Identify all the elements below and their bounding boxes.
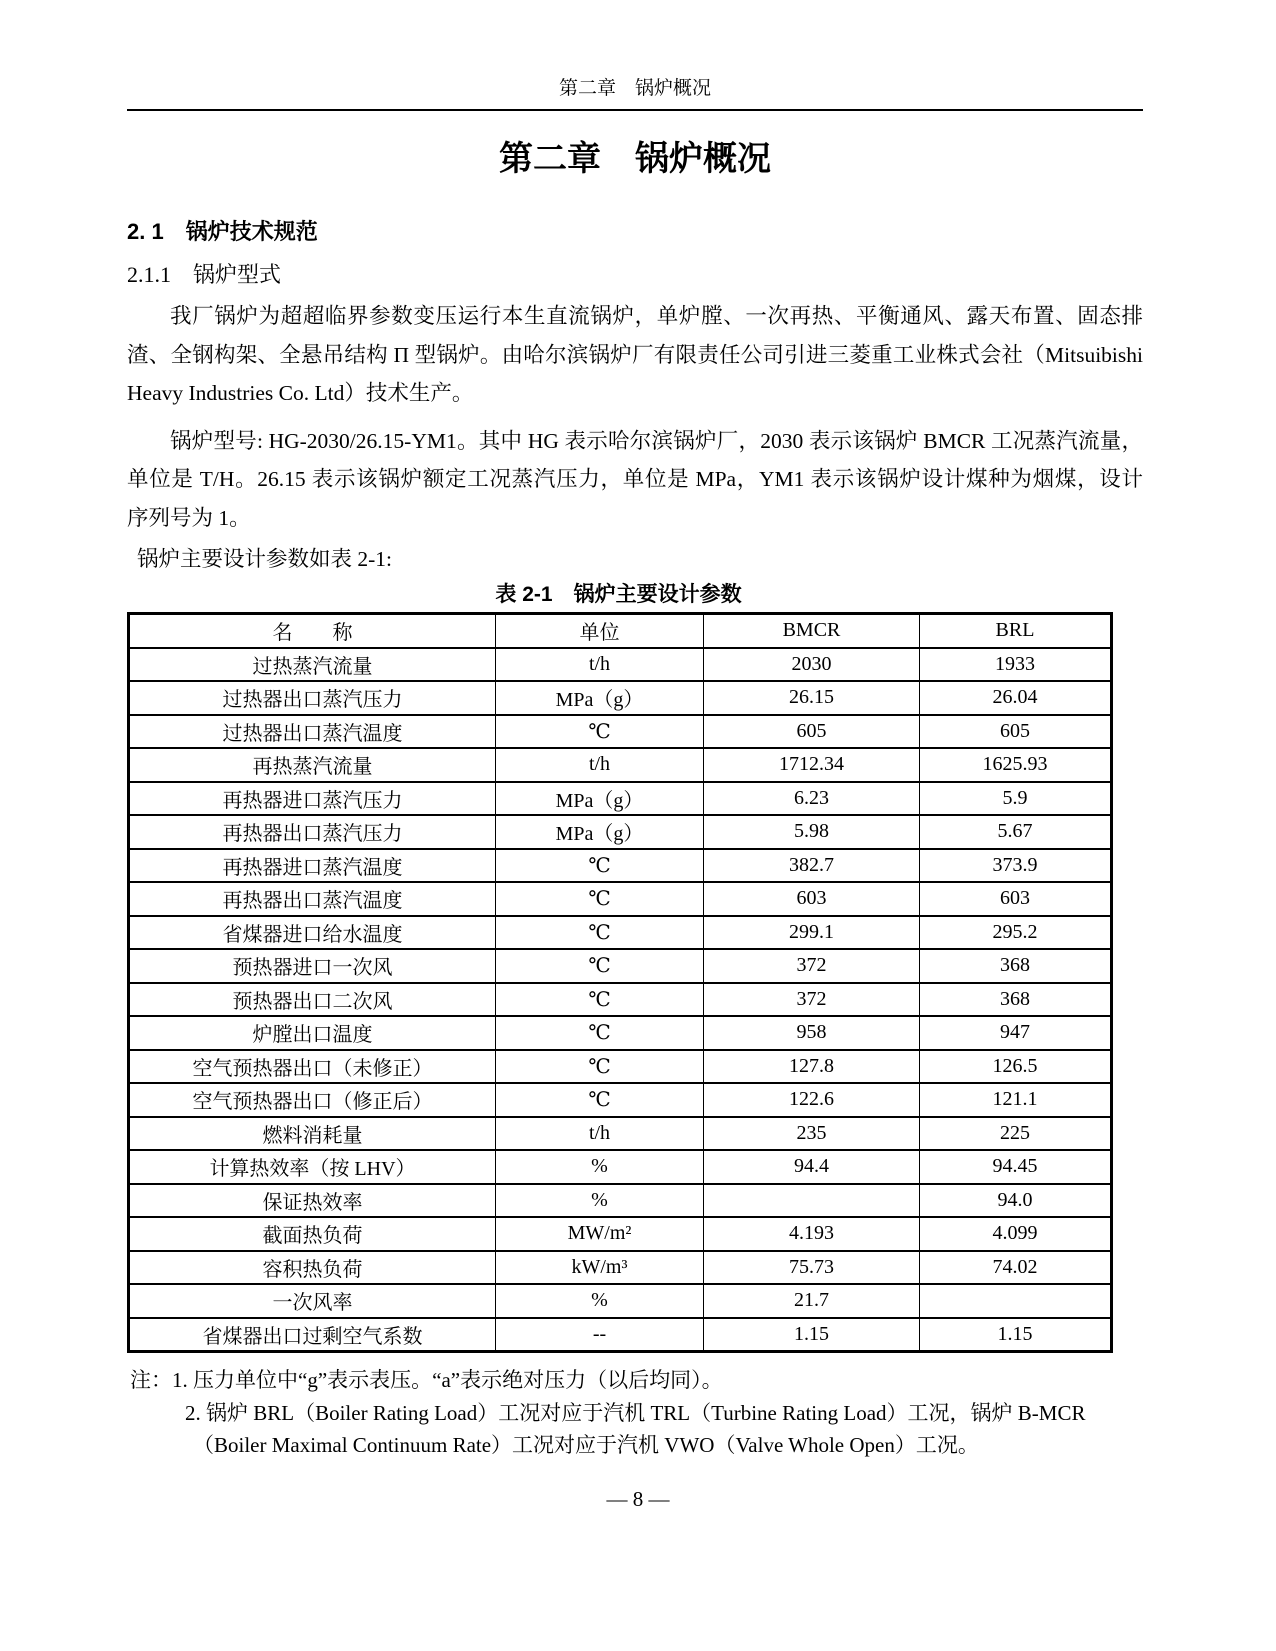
param-value: t/h [496,748,704,782]
table-notes [127,1364,1143,1462]
param-value: 5.9 [920,782,1112,816]
table-header-row [129,614,1112,648]
param-value: % [496,1284,704,1318]
table-row [129,681,1112,715]
param-name: 预热器出口二次风 [129,983,496,1017]
param-value: 382.7 [704,849,920,883]
section-heading-2-1: 2. 1 锅炉技术规范 [127,219,318,244]
param-value: 235 [704,1117,920,1151]
param-value: % [496,1184,704,1218]
table-row [129,1083,1112,1117]
param-name: 计算热效率（按 LHV） [129,1150,496,1184]
param-name: 空气预热器出口（修正后） [129,1083,496,1117]
param-value: 295.2 [920,916,1112,950]
param-value: 121.1 [920,1083,1112,1117]
param-name: 过热蒸汽流量 [129,648,496,682]
param-value: MPa（g） [496,815,704,849]
header-rule [127,109,1143,111]
param-value: 605 [920,715,1112,749]
param-name: 截面热负荷 [129,1217,496,1251]
param-value: 75.73 [704,1251,920,1285]
table-row [129,1217,1112,1251]
param-value: t/h [496,1117,704,1151]
table-body [129,648,1112,1352]
page-number: — 8 — [606,1487,670,1511]
paragraph-boiler-model [127,422,1143,538]
param-value: 1.15 [704,1318,920,1352]
param-name: 一次风率 [129,1284,496,1318]
param-value: 1712.34 [704,748,920,782]
param-value: ℃ [496,949,704,983]
paragraph-line: 锅炉型号: HG-2030/26.15-YM1。其中 HG 表示哈尔滨锅炉厂，2030 表示该锅炉 BMCR 工况蒸汽流量， [170,428,1143,453]
param-value: 4.099 [920,1217,1112,1251]
param-value: ℃ [496,1050,704,1084]
param-value: kW/m³ [496,1251,704,1285]
paragraph-line: 我厂锅炉为超超临界参数变压运行本生直流锅炉，单炉膛、一次再热、平衡通风、露天布置、固态排 [170,304,1143,328]
param-value: ℃ [496,983,704,1017]
param-value: 126.5 [920,1050,1112,1084]
param-name: 过热器出口蒸汽压力 [129,681,496,715]
note-1: 注：1. 压力单位中“g”表示表压。“a”表示绝对压力（以后均同）。 [130,1368,723,1392]
param-value: ℃ [496,715,704,749]
param-value: % [496,1150,704,1184]
paragraph-line: Heavy Industries Co. Ltd）技术生产。 [127,381,474,405]
note-2-line-2: （Boiler Maximal Continuum Rate）工况对应于汽机 VWO（Valve Whole Open）工况。 [193,1433,979,1457]
column-header: 名 称 [129,614,496,648]
param-value: ℃ [496,1083,704,1117]
param-value: 299.1 [704,916,920,950]
param-value [920,1284,1112,1318]
chapter-title: 第二章 锅炉概况 [499,140,771,178]
param-value: 373.9 [920,849,1112,883]
param-value: ℃ [496,916,704,950]
param-value: 1933 [920,648,1112,682]
param-value: ℃ [496,849,704,883]
param-name: 容积热负荷 [129,1251,496,1285]
param-value: 127.8 [704,1050,920,1084]
param-name: 炉膛出口温度 [129,1016,496,1050]
paragraph-line: 序列号为 1。 [127,505,251,530]
param-name: 预热器进口一次风 [129,949,496,983]
table-row [129,715,1112,749]
param-name: 过热器出口蒸汽温度 [129,715,496,749]
section-heading-2-1-1: 2.1.1 锅炉型式 [127,262,282,287]
param-name: 再热器进口蒸汽压力 [129,782,496,816]
param-value: 4.193 [704,1217,920,1251]
table-row [129,983,1112,1017]
note-2-line-1: 2. 锅炉 BRL（Boiler Rating Load）工况对应于汽机 TRL（Turbine Rating Load）工况，锅炉 B-MCR [185,1400,1086,1425]
param-value: 368 [920,949,1112,983]
param-value: 6.23 [704,782,920,816]
table-row [129,882,1112,916]
param-name: 空气预热器出口（未修正） [129,1050,496,1084]
column-header: BRL [920,614,1112,648]
param-name: 保证热效率 [129,1184,496,1218]
param-name: 燃料消耗量 [129,1117,496,1151]
param-value: 2030 [704,648,920,682]
table-intro: 锅炉主要设计参数如表 2-1: [137,547,393,571]
param-value: 21.7 [704,1284,920,1318]
param-value: 368 [920,983,1112,1017]
param-value: MPa（g） [496,681,704,715]
table-row [129,1150,1112,1184]
table-row [129,849,1112,883]
page-content [127,0,1143,1462]
param-value: 372 [704,983,920,1017]
param-value: 605 [704,715,920,749]
table-row [129,1284,1112,1318]
param-value: 1625.93 [920,748,1112,782]
param-value: 26.04 [920,681,1112,715]
paragraph-boiler-type [127,297,1143,413]
param-name: 再热蒸汽流量 [129,748,496,782]
table-row [129,815,1112,849]
table-caption: 表 2-1 锅炉主要设计参数 [495,583,742,606]
param-name: 再热器出口蒸汽压力 [129,815,496,849]
column-header: 单位 [496,614,704,648]
param-name: 省煤器出口过剩空气系数 [129,1318,496,1352]
running-header: 第二章 锅炉概况 [558,78,711,99]
table-row [129,1050,1112,1084]
column-header: BMCR [704,614,920,648]
table-row [129,1184,1112,1218]
table-row [129,1251,1112,1285]
param-value: 372 [704,949,920,983]
param-value: 225 [920,1117,1112,1151]
param-value: MW/m² [496,1217,704,1251]
table-row [129,782,1112,816]
param-value: 26.15 [704,681,920,715]
param-value: 603 [704,882,920,916]
param-value [704,1184,920,1218]
param-name: 再热器进口蒸汽温度 [129,849,496,883]
table-row [129,949,1112,983]
param-value: -- [496,1318,704,1352]
param-value: 603 [920,882,1112,916]
design-params-table [127,612,1113,1353]
param-value: 94.0 [920,1184,1112,1218]
param-value: MPa（g） [496,782,704,816]
param-value: 74.02 [920,1251,1112,1285]
table-row [129,1318,1112,1352]
param-value: t/h [496,648,704,682]
paragraph-line: 单位是 T/H。26.15 表示该锅炉额定工况蒸汽压力，单位是 MPa，YM1 表示该锅炉设计煤种为烟煤，设计 [127,467,1143,491]
table-row [129,916,1112,950]
param-value: 122.6 [704,1083,920,1117]
param-value: ℃ [496,882,704,916]
table-row [129,1117,1112,1151]
param-value: ℃ [496,1016,704,1050]
table-row [129,648,1112,682]
param-value: 5.98 [704,815,920,849]
param-name: 再热器出口蒸汽温度 [129,882,496,916]
param-value: 94.45 [920,1150,1112,1184]
param-value: 947 [920,1016,1112,1050]
param-value: 94.4 [704,1150,920,1184]
param-value: 958 [704,1016,920,1050]
param-name: 省煤器进口给水温度 [129,916,496,950]
param-value: 5.67 [920,815,1112,849]
table-row [129,748,1112,782]
paragraph-line: 渣、全钢构架、全悬吊结构 Π 型锅炉。由哈尔滨锅炉厂有限责任公司引进三菱重工业株式会社（Mitsuibishi [127,342,1143,367]
table-row [129,1016,1112,1050]
param-value: 1.15 [920,1318,1112,1352]
